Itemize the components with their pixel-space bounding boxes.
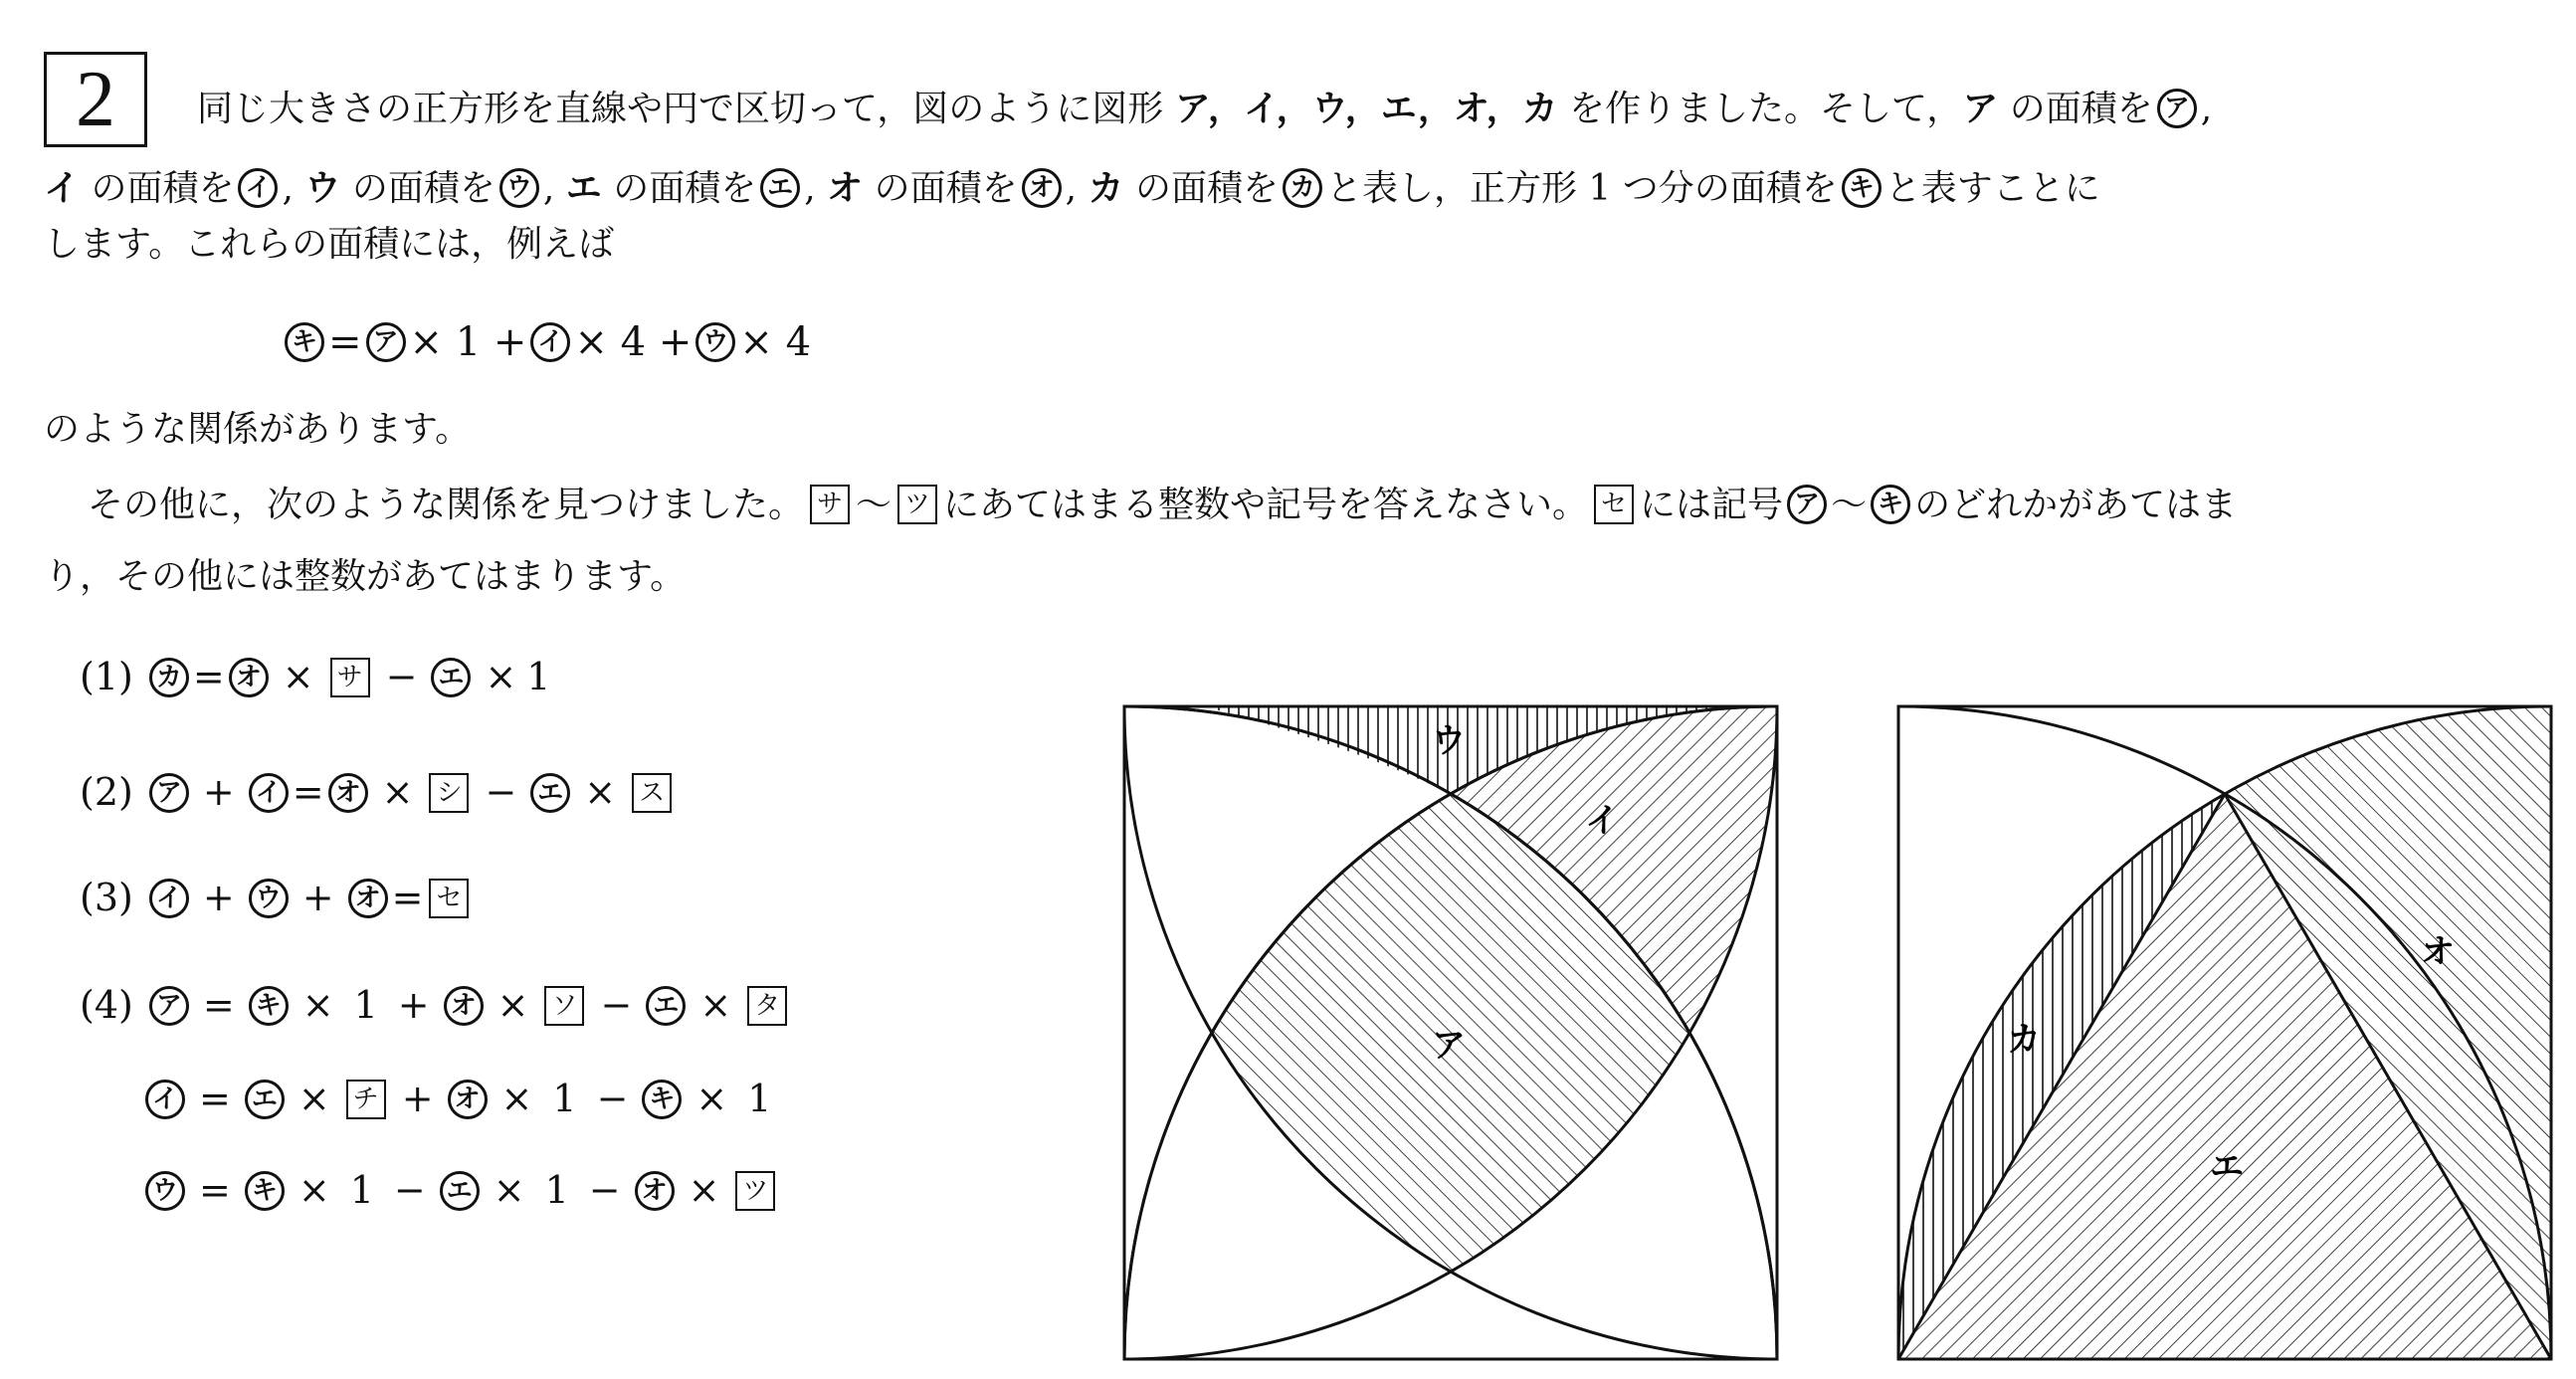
- p2-su: ス: [632, 773, 672, 813]
- p4c-1b: 1: [544, 1168, 569, 1212]
- p2-o: オ: [328, 773, 368, 813]
- intro-l2-b: の面積を: [351, 168, 495, 209]
- right-square-figure: [1896, 702, 2553, 1367]
- p4b-e: エ: [245, 1080, 285, 1119]
- intro-l2-a: の面積を: [91, 168, 235, 209]
- p4b-ki: キ: [642, 1080, 682, 1119]
- sym-a: ア: [1962, 89, 1999, 129]
- circled-a: ア: [2157, 89, 2197, 128]
- task-line-1: [88, 482, 2237, 529]
- label-e: エ: [2210, 1147, 2244, 1187]
- sym-u: ウ: [304, 168, 341, 209]
- p3-i: イ: [149, 879, 189, 918]
- p1-times2: ×: [485, 655, 517, 698]
- task-l1-d: のどれかがあてはま: [1914, 485, 2238, 525]
- p2-shi: シ: [429, 773, 469, 813]
- label-o: オ: [2421, 932, 2455, 972]
- p3-num: (3): [80, 876, 133, 919]
- p4a-plus: +: [397, 983, 430, 1027]
- p1-ka: カ: [149, 658, 189, 697]
- p4a-ta: タ: [747, 986, 787, 1026]
- p4c-t3: ×: [688, 1168, 720, 1212]
- task-tilde-2: 〜: [1831, 485, 1868, 525]
- p4a-1: 1: [353, 983, 378, 1027]
- p3-o: オ: [348, 879, 388, 918]
- task-l1-c: には記号: [1640, 485, 1784, 525]
- p4a-e: エ: [646, 986, 686, 1026]
- p4a-t1: ×: [301, 983, 334, 1027]
- p4c-minus2: −: [588, 1168, 621, 1212]
- p4a-t3: ×: [699, 983, 732, 1027]
- part-3: [80, 872, 475, 923]
- sym-e: エ: [565, 168, 602, 209]
- p4a-a: ア: [149, 986, 189, 1026]
- circled-i: イ: [238, 168, 278, 208]
- blank-tsu: ツ: [897, 485, 937, 524]
- task-l1-a: その他に，次のような関係を見つけました。: [88, 485, 805, 525]
- intro-line-3: します。これらの面積には，例えば: [44, 224, 615, 265]
- p2-a: ア: [149, 773, 189, 813]
- circled-o: オ: [1022, 168, 1062, 208]
- p4c-tsu: ツ: [735, 1171, 775, 1211]
- task-l1-b: にあてはまる整数や記号を答えなさい。: [943, 485, 1589, 525]
- p2-eq: =: [292, 770, 324, 814]
- p1-e: エ: [431, 658, 471, 697]
- intro-l2-d: の面積を: [874, 168, 1018, 209]
- sym-o: オ: [827, 168, 864, 209]
- intro-line-2: イ の面積を イ , ウ の面積を ウ , エ の面積を エ , オ の面積を オ , カ の面積を カ と表し，正方形 1 つ分の面積を キ と表すことに: [44, 168, 2100, 209]
- task-line-2: り，その他には整数があてはまります。: [44, 556, 687, 597]
- intro-l2-g: と表すことに: [1884, 168, 2100, 209]
- part-1: [80, 651, 550, 702]
- p4a-so: ソ: [544, 986, 584, 1026]
- p4b-o: オ: [448, 1080, 488, 1119]
- p2-times2: ×: [584, 770, 617, 814]
- intro-l1-a: 同じ大きさの正方形を直線や円で区切って，図のように図形: [197, 89, 1164, 129]
- blank-se: セ: [1594, 485, 1634, 524]
- intro-l1-c: の面積を: [2009, 89, 2153, 129]
- p4a-o: オ: [444, 986, 484, 1026]
- ex-x4b: × 4: [739, 319, 812, 365]
- ex-i: イ: [530, 322, 570, 362]
- intro-line-1: 同じ大きさの正方形を直線や円で区切って，図のように図形 ア，イ，ウ，エ，オ，カ を作りました。そして，ア の面積を ア ,: [197, 89, 2213, 129]
- intro-l1-figs: ア，イ，ウ，エ，オ，カ: [1174, 89, 1558, 129]
- p4c-t2: ×: [493, 1168, 525, 1212]
- part-4-line-2: [141, 1073, 781, 1124]
- circled-u: ウ: [499, 168, 539, 208]
- p4a-t2: ×: [496, 983, 529, 1027]
- p4a-ki: キ: [249, 986, 289, 1026]
- p4b-i: イ: [145, 1080, 185, 1119]
- p3-eq: =: [391, 876, 424, 919]
- example-equation: [281, 318, 811, 366]
- p4b-plus: +: [401, 1077, 434, 1120]
- part-4-line-1: [80, 979, 793, 1031]
- intro-l1-b: を作りました。そして，: [1569, 89, 1963, 129]
- p4a-eq: =: [202, 983, 235, 1027]
- p1-sa: サ: [330, 658, 370, 697]
- p4b-t1: ×: [297, 1077, 330, 1120]
- p4-num: (4): [80, 983, 133, 1027]
- p3-u: ウ: [249, 879, 289, 918]
- ex-eq: =: [328, 319, 362, 365]
- p4b-chi: チ: [346, 1080, 386, 1119]
- sym-i: イ: [44, 168, 81, 209]
- part-2: [80, 766, 678, 818]
- p2-times: ×: [381, 770, 414, 814]
- p4c-u: ウ: [145, 1171, 185, 1211]
- p2-plus: +: [202, 770, 235, 814]
- p4b-1b: 1: [747, 1077, 772, 1120]
- p1-times: ×: [282, 655, 314, 698]
- blank-sa: サ: [810, 485, 850, 524]
- p4c-o: オ: [635, 1171, 675, 1211]
- label-a: ア: [1432, 1026, 1466, 1066]
- label-u: ウ: [1432, 721, 1466, 761]
- intro-l2-c: の面積を: [613, 168, 757, 209]
- p4b-minus: −: [596, 1077, 629, 1120]
- p1-num: (1): [80, 655, 133, 698]
- left-square-figure: [1122, 702, 1779, 1367]
- p2-num: (2): [80, 770, 133, 814]
- ex-a: ア: [366, 322, 406, 362]
- p4c-ki: キ: [245, 1171, 285, 1211]
- label-i: イ: [1585, 801, 1619, 841]
- p1-eq: =: [192, 655, 225, 698]
- task-circ-ki: キ: [1871, 485, 1910, 524]
- p4b-t3: ×: [695, 1077, 728, 1120]
- p1-minus: −: [385, 655, 418, 698]
- problem-number-box: 2: [44, 52, 147, 147]
- circled-ki: キ: [1842, 168, 1882, 208]
- task-tilde-1: 〜: [856, 485, 892, 525]
- circled-e: エ: [760, 168, 800, 208]
- p4b-eq: =: [199, 1077, 231, 1120]
- p4b-1: 1: [552, 1077, 577, 1120]
- p3-se: セ: [429, 879, 469, 918]
- p4b-t2: ×: [500, 1077, 533, 1120]
- ex-x4a: × 4 +: [574, 319, 693, 365]
- p2-e: エ: [530, 773, 570, 813]
- p1-o: オ: [229, 658, 269, 697]
- p3-plus: +: [202, 876, 235, 919]
- ex-u: ウ: [695, 322, 735, 362]
- p1-one: 1: [526, 655, 551, 698]
- p4a-minus: −: [600, 983, 633, 1027]
- p4c-t1: ×: [297, 1168, 330, 1212]
- p4c-minus: −: [393, 1168, 426, 1212]
- label-ka: カ: [2007, 1020, 2041, 1060]
- ex-x1: × 1 +: [409, 319, 527, 365]
- intro-l2-e: の面積を: [1134, 168, 1279, 209]
- p4c-1: 1: [349, 1168, 374, 1212]
- circled-ka: カ: [1283, 168, 1322, 208]
- task-circ-a: ア: [1787, 485, 1827, 524]
- p2-i: イ: [249, 773, 289, 813]
- p3-plus2: +: [301, 876, 334, 919]
- p4c-e: エ: [440, 1171, 480, 1211]
- sym-ka: カ: [1088, 168, 1124, 209]
- p2-minus: −: [485, 770, 517, 814]
- part-4-line-3: [141, 1164, 781, 1216]
- intro-l2-f: と表し，正方形 1 つ分の面積を: [1325, 168, 1838, 209]
- p4c-eq: =: [199, 1168, 231, 1212]
- relation-text: のような関係があります。: [44, 409, 472, 450]
- ex-ki: キ: [285, 322, 324, 362]
